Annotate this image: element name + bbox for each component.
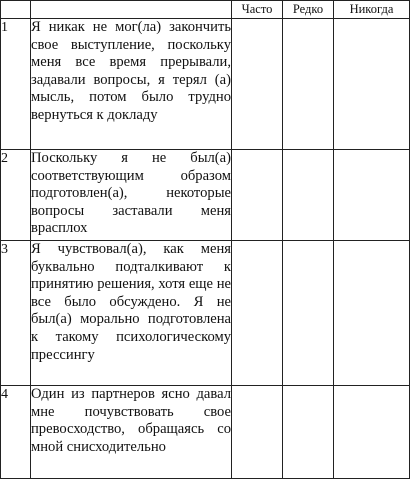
row-statement: Я никак не мог(ла) закончить свое выступление, поскольку меня все время прерывали, задавали вопросы, я терял (а) мысль, потом было трудно вернуться к докладу — [31, 19, 232, 150]
header-row — [1, 1, 410, 19]
row-number: 1 — [1, 19, 31, 150]
table-row — [1, 19, 410, 150]
row-statement: Поскольку я не был(а) соответствующим образом подготовлен(а), некоторые вопросы заставали меня врасплох — [31, 150, 232, 241]
answer-cell-often[interactable] — [232, 386, 283, 479]
answer-cell-never[interactable] — [334, 241, 410, 386]
answer-cell-never[interactable] — [334, 386, 410, 479]
answer-cell-often[interactable] — [232, 150, 283, 241]
answer-cell-often[interactable] — [232, 241, 283, 386]
row-number: 4 — [1, 386, 31, 479]
header-number — [1, 1, 31, 19]
row-number: 3 — [1, 241, 31, 386]
table-row — [1, 386, 410, 479]
header-rarely: Редко — [283, 1, 334, 19]
answer-cell-rarely[interactable] — [283, 19, 334, 150]
row-number: 2 — [1, 150, 31, 241]
answer-cell-never[interactable] — [334, 19, 410, 150]
row-statement: Я чувствовал(а), как меня буквально подталкивают к принятию решения, хотя еще не все было обсуждено. Я не был(а) морально подготовлена к такому психологическому прессингу — [31, 241, 232, 386]
answer-cell-rarely[interactable] — [283, 386, 334, 479]
row-statement: Один из партнеров ясно давал мне почувствовать свое превосходство, обращаясь со мной снисходительно — [31, 386, 232, 479]
answer-cell-often[interactable] — [232, 19, 283, 150]
answer-cell-rarely[interactable] — [283, 150, 334, 241]
answer-cell-rarely[interactable] — [283, 241, 334, 386]
answer-cell-never[interactable] — [334, 150, 410, 241]
header-never: Никогда — [334, 1, 410, 19]
header-often: Часто — [232, 1, 283, 19]
table-row — [1, 150, 410, 241]
table-row — [1, 241, 410, 386]
header-statement — [31, 1, 232, 19]
